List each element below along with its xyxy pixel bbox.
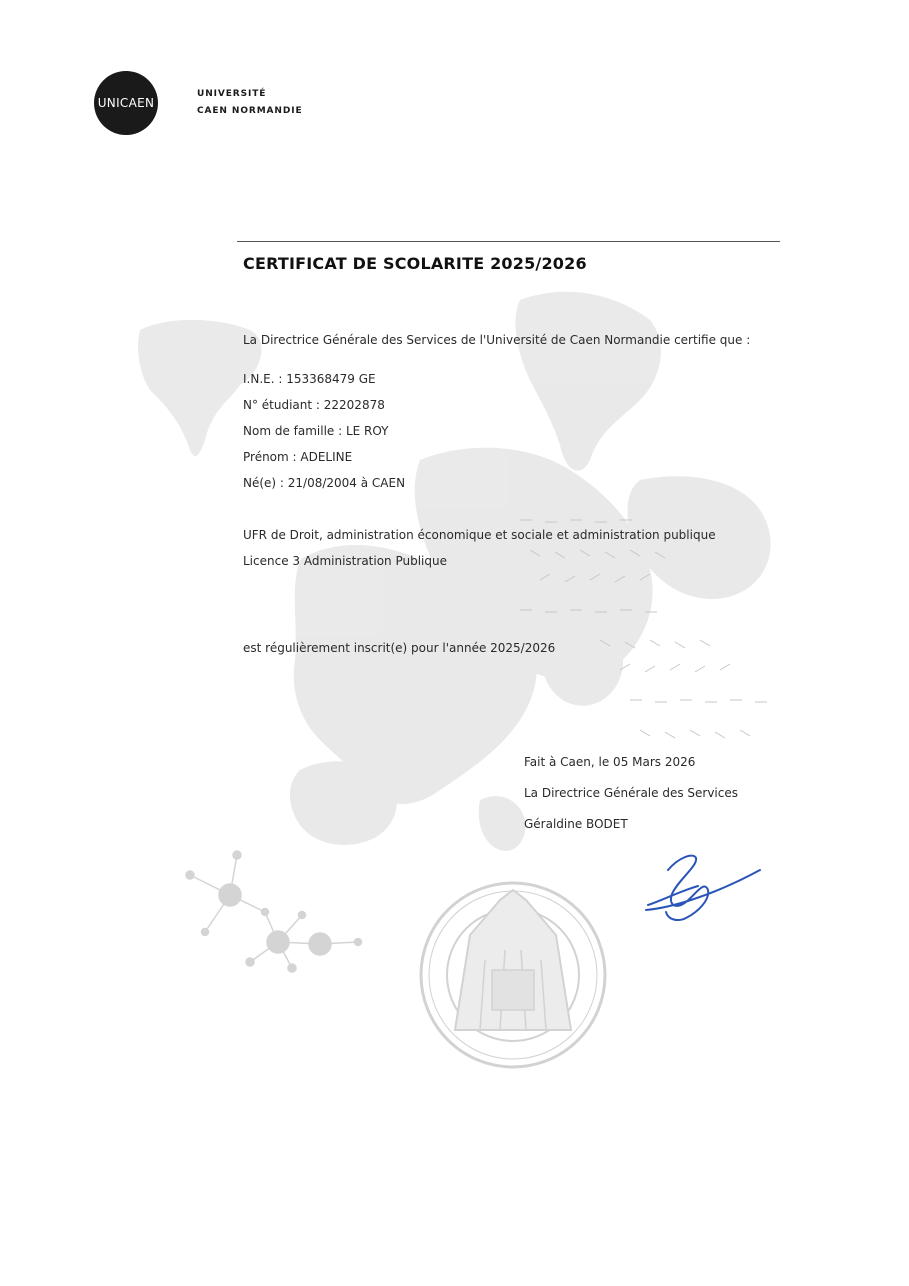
title-divider <box>237 241 780 242</box>
network-graphic <box>186 851 362 972</box>
university-seal-watermark <box>421 883 605 1067</box>
intro-text: La Directrice Générale des Services de l'Université de Caen Normandie certifie que : <box>243 333 751 347</box>
signatory-name: Géraldine BODET <box>524 817 628 831</box>
document-title: CERTIFICAT DE SCOLARITE 2025/2026 <box>243 254 587 273</box>
degree-line: Licence 3 Administration Publique <box>243 554 447 568</box>
university-logo <box>94 71 158 135</box>
enrollment-statement: est régulièrement inscrit(e) pour l'année 2025/2026 <box>243 641 556 655</box>
ine-line: I.N.E. : 153368479 GE <box>243 372 376 386</box>
signatory-role: La Directrice Générale des Services <box>524 786 739 800</box>
ufr-line: UFR de Droit, administration économique et sociale et administration publique <box>243 528 716 542</box>
handwritten-signature <box>638 850 768 925</box>
university-name-line1: UNIVERSITÉ <box>197 89 267 99</box>
birth-line: Né(e) : 21/08/2004 à CAEN <box>243 476 406 490</box>
university-name-line2: CAEN NORMANDIE <box>197 106 303 116</box>
logo-text: UNICAEN <box>97 96 155 110</box>
last-name-line: Nom de famille : LE ROY <box>243 424 389 438</box>
first-name-line: Prénom : ADELINE <box>243 450 353 464</box>
place-date: Fait à Caen, le 05 Mars 2026 <box>524 755 696 769</box>
student-number-line: N° étudiant : 22202878 <box>243 398 385 412</box>
